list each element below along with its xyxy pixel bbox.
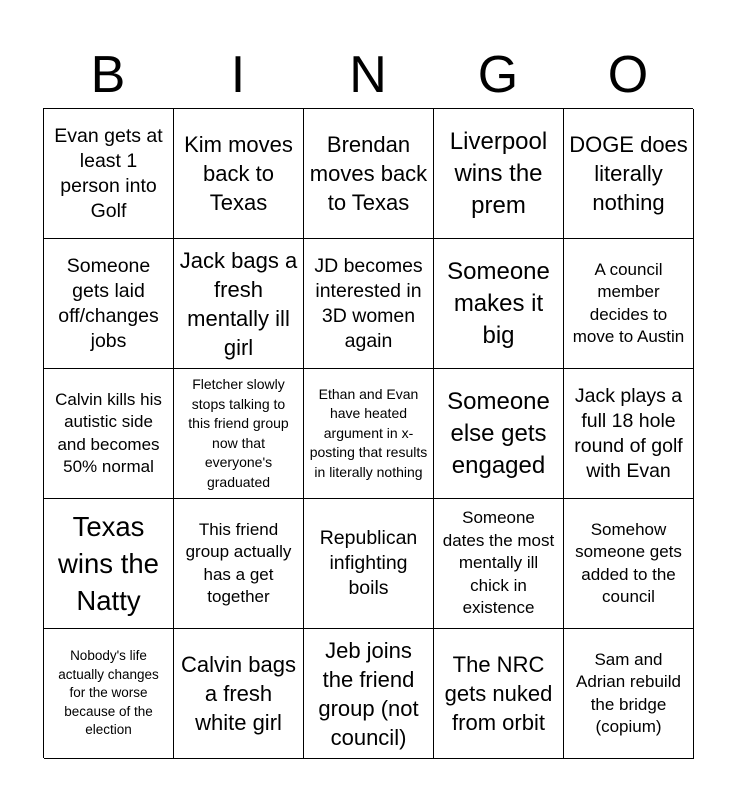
bingo-cell-text: Someone else gets engaged [447, 387, 550, 479]
bingo-cell-text: The NRC gets nuked from orbit [444, 652, 553, 735]
header-letter-b: B [90, 46, 126, 104]
bingo-cell-text: DOGE does literally nothing [569, 132, 688, 215]
bingo-cell-r3-c4[interactable] [434, 369, 564, 499]
bingo-cell-text: Calvin kills his autistic side and becomes 50% normal [55, 389, 162, 476]
bingo-cell-text: Sam and Adrian rebuild the bridge (copium) [576, 649, 681, 736]
bingo-cell-text: JD becomes interested in 3D women again [314, 254, 423, 352]
bingo-cell-r2-c5[interactable] [564, 239, 694, 369]
bingo-cell-text: Evan gets at least 1 person into Golf [54, 124, 163, 222]
bingo-cell-text: Someone dates the most mentally ill chick in existence [442, 508, 555, 618]
bingo-cell-text: Jeb joins the friend group (not council) [318, 637, 419, 750]
bingo-cell-r5-c2[interactable] [174, 629, 304, 759]
bingo-cell-text: Liverpool wins the prem [449, 127, 548, 219]
bingo-cell-text: Texas wins the Natty [58, 511, 159, 616]
bingo-cell-r1-c2[interactable] [174, 109, 304, 239]
bingo-cell-r3-c3[interactable] [304, 369, 434, 499]
bingo-cell-r2-c3[interactable] [304, 239, 434, 369]
bingo-cell-text: A council member decides to move to Austin [572, 259, 685, 346]
bingo-cell-text: Jack bags a fresh mentally ill girl [179, 247, 298, 360]
header-letter-n: N [349, 46, 387, 104]
bingo-cell-r3-c5[interactable] [564, 369, 694, 499]
bingo-cell-r1-c5[interactable] [564, 109, 694, 239]
bingo-cell-text: Fletcher slowly stops talking to this friend group now that everyone's graduated [188, 376, 289, 490]
bingo-cell-text: Someone makes it big [447, 257, 550, 349]
bingo-board [43, 108, 693, 758]
header-letter-o: O [607, 46, 649, 104]
bingo-cell-text: Republican infighting boils [319, 527, 418, 599]
bingo-cell-text: Calvin bags a fresh white girl [181, 652, 296, 735]
bingo-cell-text: This friend group actually has a get together [185, 519, 292, 606]
bingo-cell-r5-c3[interactable] [304, 629, 434, 759]
bingo-cell-text: Kim moves back to Texas [184, 132, 293, 215]
header-letter-g: G [477, 46, 519, 104]
bingo-cell-r2-c2[interactable] [174, 239, 304, 369]
bingo-cell-text: Jack plays a full 18 hole round of golf with Evan [574, 384, 683, 482]
bingo-cell-r3-c1[interactable] [44, 369, 174, 499]
bingo-header [43, 43, 693, 107]
bingo-cell-r1-c4[interactable] [434, 109, 564, 239]
bingo-cell-text: Ethan and Evan have heated argument in x-posting that results in literally nothing [309, 385, 428, 480]
bingo-cell-r1-c1[interactable] [44, 109, 174, 239]
header-letter-i: I [230, 46, 246, 104]
bingo-cell-r4-c2[interactable] [174, 499, 304, 629]
bingo-cell-r3-c2[interactable] [174, 369, 304, 499]
bingo-cell-r5-c5[interactable] [564, 629, 694, 759]
bingo-cell-r4-c1[interactable] [44, 499, 174, 629]
bingo-cell-r4-c4[interactable] [434, 499, 564, 629]
bingo-cell-text: Somehow someone gets added to the council [575, 519, 682, 606]
bingo-cell-r2-c1[interactable] [44, 239, 174, 369]
bingo-cell-r4-c3[interactable] [304, 499, 434, 629]
bingo-cell-r2-c4[interactable] [434, 239, 564, 369]
bingo-cell-text: Brendan moves back to Texas [309, 132, 428, 215]
bingo-cell-r1-c3[interactable] [304, 109, 434, 239]
bingo-cell-r5-c1[interactable] [44, 629, 174, 759]
bingo-cell-r5-c4[interactable] [434, 629, 564, 759]
bingo-cell-text: Nobody's life actually changes for the worse because of the election [58, 648, 159, 738]
bingo-cell-text: Someone gets laid off/changes jobs [58, 254, 159, 352]
bingo-cell-r4-c5[interactable] [564, 499, 694, 629]
